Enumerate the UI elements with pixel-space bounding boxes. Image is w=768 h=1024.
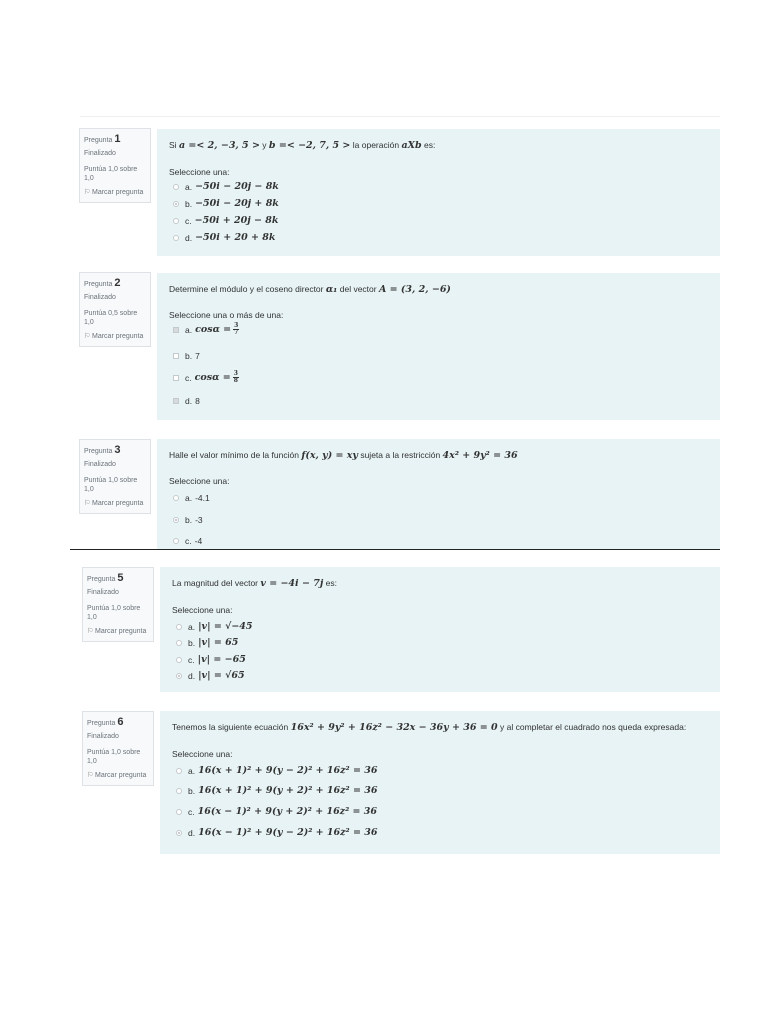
- question-content-6: [160, 711, 720, 854]
- answer-option-c[interactable]: c. 16(x − 1)² + 9(y + 2)² + 16z² = 36: [176, 806, 377, 817]
- flag-icon: ⚐: [87, 628, 94, 635]
- page-break-line: [70, 549, 720, 550]
- radio-button[interactable]: [176, 657, 182, 663]
- question-info-3: [79, 439, 151, 514]
- radio-button-selected[interactable]: [173, 517, 179, 523]
- answer-option-c[interactable]: c. -4: [173, 536, 202, 546]
- top-divider: [80, 116, 720, 117]
- answer-prompt: Seleccione una o más de una:: [169, 310, 284, 320]
- radio-button[interactable]: [173, 184, 179, 190]
- radio-button[interactable]: [173, 218, 179, 224]
- radio-button[interactable]: [176, 640, 182, 646]
- answer-option-c[interactable]: c. cosα = $\frac{3}{8}$: [173, 371, 239, 384]
- answer-prompt: Seleccione una:: [172, 749, 233, 759]
- flag-question-link[interactable]: ⚐ Marcar pregunta: [84, 333, 144, 340]
- answer-option-d[interactable]: d. 8: [173, 396, 200, 406]
- checkbox-checked[interactable]: [173, 398, 179, 404]
- question-grade: Puntúa 1,0 sobre 1,0: [87, 749, 141, 765]
- answer-option-a[interactable]: a. -4.1: [173, 493, 210, 503]
- answer-option-b[interactable]: b. 16(x + 1)² + 9(y + 2)² + 16z² = 36: [176, 785, 378, 796]
- question-state: Finalizado: [84, 461, 116, 468]
- question-grade: Puntúa 1,0 sobre 1,0: [84, 166, 138, 182]
- question-number: Pregunta 2: [84, 277, 121, 289]
- radio-button[interactable]: [176, 809, 182, 815]
- radio-button[interactable]: [176, 788, 182, 794]
- checkbox-checked[interactable]: [173, 327, 179, 333]
- question-state: Finalizado: [84, 150, 116, 157]
- question-grade: Puntúa 1,0 sobre 1,0: [87, 605, 141, 621]
- question-number: Pregunta 3: [84, 444, 121, 456]
- question-text: La magnitud del vector v = −4i − 7j es:: [172, 578, 337, 589]
- question-state: Finalizado: [87, 589, 119, 596]
- question-content-3: [157, 439, 720, 549]
- flag-question-link[interactable]: ⚐ Marcar pregunta: [84, 500, 144, 507]
- answer-option-d[interactable]: d. 16(x − 1)² + 9(y − 2)² + 16z² = 36: [176, 827, 378, 838]
- radio-button[interactable]: [173, 538, 179, 544]
- question-text: Tenemos la siguiente ecuación 16x² + 9y² + 16z² − 32x − 36y + 36 = 0 y al completar el cuadrado nos queda expresada:: [172, 722, 687, 733]
- question-state: Finalizado: [87, 733, 119, 740]
- answer-option-a[interactable]: a. |v| = √−45: [176, 621, 253, 632]
- checkbox[interactable]: [173, 375, 179, 381]
- radio-button-selected[interactable]: [173, 201, 179, 207]
- flag-question-link[interactable]: ⚐ Marcar pregunta: [84, 189, 144, 196]
- question-content-2: [157, 273, 720, 420]
- flag-icon: ⚐: [87, 772, 94, 779]
- flag-question-link[interactable]: ⚐ Marcar pregunta: [87, 628, 147, 635]
- question-number: Pregunta 1: [84, 133, 121, 145]
- answer-option-a[interactable]: a. 16(x + 1)² + 9(y − 2)² + 16z² = 36: [176, 765, 378, 776]
- answer-prompt: Seleccione una:: [172, 605, 233, 615]
- answer-prompt: Seleccione una:: [169, 167, 230, 177]
- question-info-2: [79, 272, 151, 347]
- answer-option-d[interactable]: d. |v| = √65: [176, 670, 245, 681]
- answer-prompt: Seleccione una:: [169, 476, 230, 486]
- question-state: Finalizado: [84, 294, 116, 301]
- question-number: Pregunta 6: [87, 716, 124, 728]
- checkbox[interactable]: [173, 353, 179, 359]
- question-number: Pregunta 5: [87, 572, 124, 584]
- question-content-1: [157, 129, 720, 256]
- answer-option-b[interactable]: b. −50i − 20j + 8k: [173, 198, 279, 209]
- question-info-1: [79, 128, 151, 203]
- question-info-6: [82, 711, 154, 786]
- answer-option-c[interactable]: c. |v| = −65: [176, 654, 246, 665]
- question-content-5: [160, 567, 720, 692]
- radio-button[interactable]: [173, 235, 179, 241]
- flag-icon: ⚐: [84, 189, 91, 196]
- flag-icon: ⚐: [84, 333, 91, 340]
- answer-option-a[interactable]: a. −50i − 20j − 8k: [173, 181, 279, 192]
- question-info-5: [82, 567, 154, 642]
- answer-option-b[interactable]: b. |v| = 65: [176, 637, 238, 648]
- answer-option-d[interactable]: d. −50i + 20 + 8k: [173, 232, 275, 243]
- question-grade: Puntúa 0,5 sobre 1,0: [84, 310, 138, 326]
- answer-option-b[interactable]: b. 7: [173, 351, 200, 361]
- fraction: $\frac{3}{7}$: [234, 322, 239, 336]
- radio-button[interactable]: [176, 768, 182, 774]
- answer-option-c[interactable]: c. −50i + 20j − 8k: [173, 215, 278, 226]
- question-grade: Puntúa 1,0 sobre 1,0: [84, 477, 138, 493]
- flag-question-link[interactable]: ⚐ Marcar pregunta: [87, 772, 147, 779]
- radio-button[interactable]: [176, 624, 182, 630]
- question-text: Halle el valor mínimo de la función f(x, y) = xy sujeta a la restricción 4x² + 9y² = 36: [169, 450, 518, 461]
- question-text: Determine el módulo y el coseno director α₁ del vector A = (3, 2, −6): [169, 284, 451, 295]
- answer-option-a[interactable]: a. cosα = $\frac{3}{7}$: [173, 323, 239, 336]
- radio-button[interactable]: [173, 495, 179, 501]
- radio-button-selected[interactable]: [176, 830, 182, 836]
- question-text: Si a =< 2, −3, 5 > y b =< −2, 7, 5 > la operación aXb es:: [169, 140, 436, 151]
- answer-option-b[interactable]: b. -3: [173, 515, 203, 525]
- flag-icon: ⚐: [84, 500, 91, 507]
- fraction: $\frac{3}{8}$: [233, 370, 238, 384]
- radio-button-selected[interactable]: [176, 673, 182, 679]
